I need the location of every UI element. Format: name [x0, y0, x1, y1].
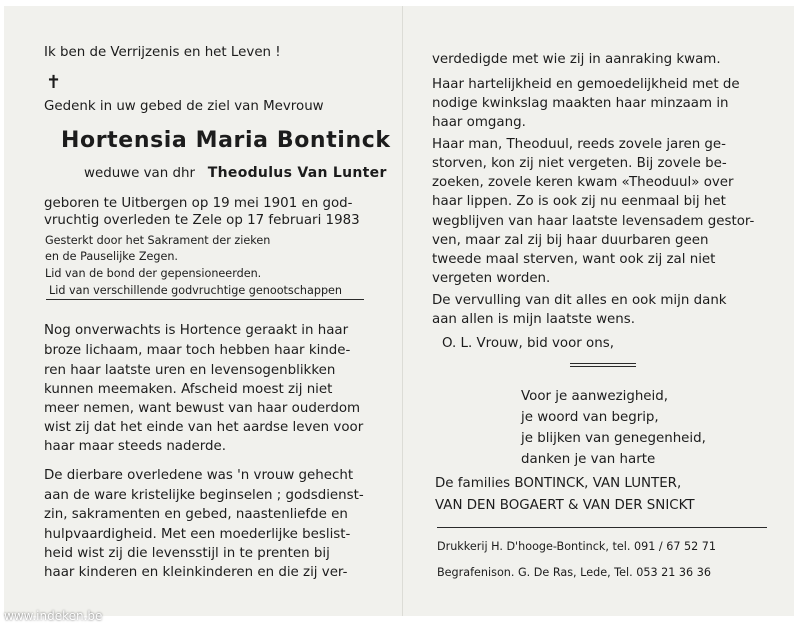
- paragraph-line: storven, kon zij niet vergeten. Bij zovele be-: [432, 156, 727, 171]
- families-line: De families BONTINCK, VAN LUNTER,: [435, 476, 682, 491]
- paragraph-line: haar omgang.: [432, 115, 526, 130]
- paragraph-line: Nog onverwachts is Hortence geraakt in haar: [44, 323, 349, 338]
- opening-verse: Ik ben de Verrijzenis en het Leven !: [44, 45, 281, 60]
- paragraph-line: hulpvaardigheid. Met een moederlijke beslist-: [44, 527, 351, 542]
- paragraph-line: ven, maar zal zij bij haar duurbaren geen: [432, 233, 709, 248]
- printer-line: Drukkerij H. D'hooge-Bontinck, tel. 091 / 67 52 71: [437, 540, 717, 553]
- paragraph-line: vergeten worden.: [432, 271, 551, 286]
- paragraph-line: aan de ware kristelijke beginselen ; godsdienst-: [44, 488, 364, 503]
- sacrament-line: Lid van verschillende godvruchtige genootschappen: [49, 284, 343, 297]
- memorial-line: Gedenk in uw gebed de ziel van Mevrouw: [44, 99, 324, 114]
- prayer-line: O. L. Vrouw, bid voor ons,: [442, 336, 614, 351]
- paragraph-line: wist zij dat het einde van het aardse leven voor: [44, 420, 364, 435]
- divider: [570, 363, 636, 364]
- funeral-line: Begrafenison. G. De Ras, Lede, Tel. 053 21 36 36: [437, 566, 711, 579]
- widow-prefix: weduwe van dhr: [84, 166, 195, 181]
- paragraph-line: De vervulling van dit alles en ook mijn dank: [432, 293, 727, 308]
- paragraph-line: haar maar steeds naderde.: [44, 439, 227, 454]
- paragraph-line: haar kinderen en kleinkinderen en die zij ver-: [44, 565, 348, 580]
- paragraph-line: kunnen meemaken. Afscheid moest zij niet: [44, 382, 333, 397]
- families-line: VAN DEN BOGAERT & VAN DER SNICKT: [435, 498, 695, 513]
- paragraph-line: Haar man, Theoduul, reeds zovele jaren ge-: [432, 137, 727, 152]
- paragraph-line: haar lippen. Zo is ook zij nu eenmaal bij het: [432, 194, 726, 209]
- paragraph-line: Haar hartelijkheid en gemoedelijkheid met de: [432, 77, 740, 92]
- divider: [437, 527, 767, 528]
- paragraph-line: heid wist zij die levensstijl in te prenten bij: [44, 546, 330, 561]
- sacrament-line: Lid van de bond der gepensioneerden.: [45, 267, 262, 280]
- paragraph-line: nodige kwinkslag maakten haar minzaam in: [432, 96, 729, 111]
- paragraph-line: De dierbare overledene was 'n vrouw gehecht: [44, 468, 354, 483]
- birth-line: geboren te Uitbergen op 19 mei 1901 en god-: [44, 196, 353, 211]
- sacrament-line: en de Pauselijke Zegen.: [45, 250, 178, 263]
- poem-line: je woord van begrip,: [521, 410, 659, 425]
- poem-line: je blijken van genegenheid,: [521, 431, 706, 446]
- cross-icon: ✝: [46, 72, 62, 93]
- spouse-name: Theodulus Van Lunter: [207, 165, 387, 181]
- paragraph-line: tweede maal sterven, want ook zij zal niet: [432, 252, 716, 267]
- paragraph-line: zin, sakramenten en gebed, naastenliefde en: [44, 507, 348, 522]
- paragraph-line: verdedigde met wie zij in aanraking kwam.: [432, 52, 721, 67]
- divider: [570, 366, 636, 367]
- card-fold: [402, 6, 403, 616]
- paragraph-line: broze lichaam, maar toch hebben haar kinde-: [44, 343, 351, 358]
- deceased-name: Hortensia Maria Bontinck: [61, 128, 391, 153]
- paragraph-line: aan allen is mijn laatste wens.: [432, 312, 635, 327]
- paragraph-line: meer nemen, want bewust van haar ouderdom: [44, 401, 361, 416]
- poem-line: Voor je aanwezigheid,: [521, 389, 669, 404]
- paragraph-line: wegblijven van haar laatste levensadem gestor-: [432, 214, 755, 229]
- widow-line: [84, 165, 387, 182]
- sacrament-line: Gesterkt door het Sakrament der zieken: [45, 234, 271, 247]
- divider: [46, 299, 364, 300]
- paragraph-line: zoeken, zovele keren kwam «Theoduul» over: [432, 175, 734, 190]
- watermark: www.indeken.be: [4, 609, 103, 623]
- death-line: vruchtig overleden te Zele op 17 februari 1983: [44, 213, 360, 228]
- poem-line: danken je van harte: [521, 452, 656, 467]
- paragraph-line: ren haar laatste uren en levensogenblikken: [44, 363, 336, 378]
